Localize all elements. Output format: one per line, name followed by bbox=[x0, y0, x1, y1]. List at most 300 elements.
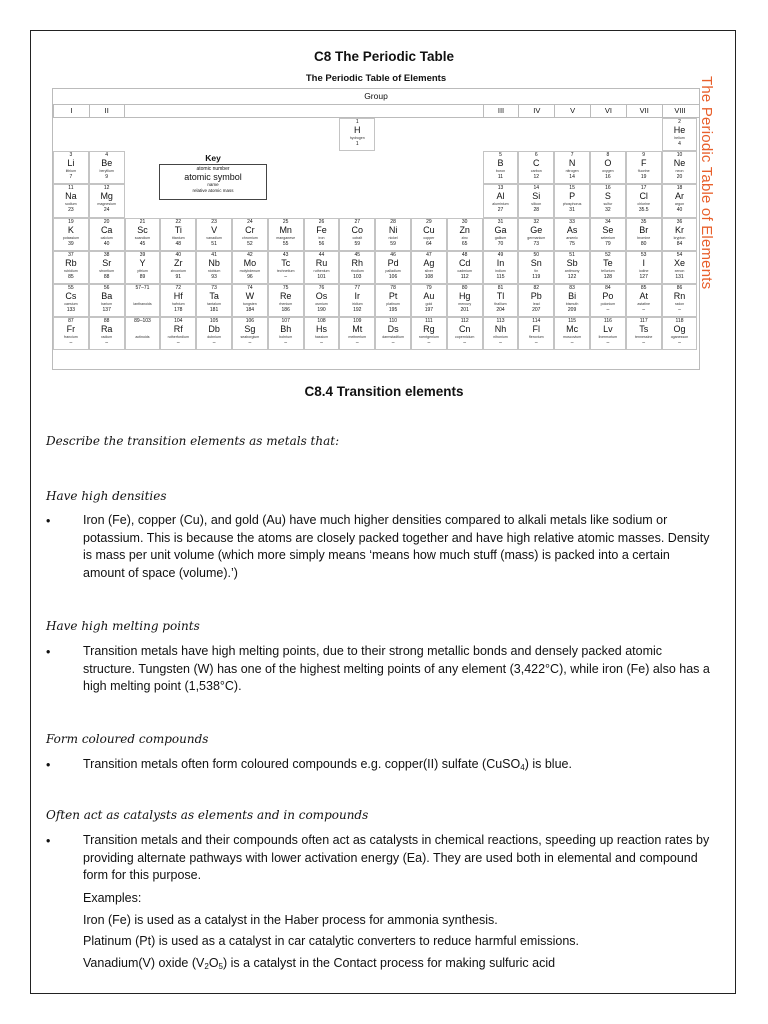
element-symbol: Ds bbox=[387, 324, 399, 335]
element-atomic-number: 76 bbox=[318, 285, 325, 291]
element-ag bbox=[411, 251, 447, 284]
element-name: zinc bbox=[461, 235, 468, 240]
element-name: thallium bbox=[494, 302, 507, 306]
element-name: mercury bbox=[458, 302, 472, 306]
element-atomic-number: 14 bbox=[533, 185, 540, 192]
element-symbol: Al bbox=[496, 191, 505, 202]
element-rn bbox=[662, 284, 698, 317]
bullet-4: • bbox=[46, 834, 51, 848]
element-pt bbox=[375, 284, 411, 317]
element-mass: 103 bbox=[353, 273, 362, 280]
element-mass: – bbox=[212, 340, 216, 347]
element-symbol: Ar bbox=[674, 191, 684, 202]
element-mass: 192 bbox=[353, 307, 362, 313]
element-atomic-number: 13 bbox=[497, 185, 504, 192]
element-atomic-number: 113 bbox=[496, 318, 505, 325]
element-mass: 197 bbox=[424, 307, 434, 313]
element-h bbox=[339, 118, 375, 151]
element-name: copernicium bbox=[455, 335, 475, 340]
element-mass: – bbox=[248, 340, 252, 347]
element-atomic-number: 50 bbox=[533, 251, 540, 258]
element-mass: 93 bbox=[211, 273, 217, 280]
element-name: titanium bbox=[171, 235, 185, 240]
element-na bbox=[53, 184, 89, 217]
element-at bbox=[626, 284, 662, 317]
element-symbol: Os bbox=[315, 291, 328, 301]
element-mass: 9 bbox=[105, 174, 109, 181]
element-atomic-number: 79 bbox=[426, 285, 432, 291]
element-mass: 137 bbox=[102, 307, 111, 313]
element-name: nitrogen bbox=[565, 169, 579, 174]
element-atomic-number: 81 bbox=[497, 285, 504, 291]
element-ge bbox=[518, 218, 554, 251]
element-atomic-number: 42 bbox=[247, 251, 253, 258]
element-symbol: Zr bbox=[174, 257, 183, 268]
element-symbol: Ge bbox=[530, 224, 543, 235]
element-name: dubnium bbox=[207, 335, 221, 340]
ex3-sub-2: 5 bbox=[218, 962, 223, 971]
element-mass: – bbox=[284, 273, 288, 280]
element-mass: 1 bbox=[355, 141, 359, 147]
periodic-table-grid bbox=[52, 88, 700, 370]
p3-subscript: 4 bbox=[520, 763, 525, 772]
key-box bbox=[159, 164, 267, 200]
element-fl bbox=[518, 317, 554, 350]
element-n bbox=[554, 151, 590, 184]
element-symbol: Cs bbox=[65, 291, 77, 301]
element-name: francium bbox=[64, 335, 78, 340]
element-atomic-number: 28 bbox=[390, 218, 396, 225]
element-name: molybdenum bbox=[239, 268, 261, 273]
element-po bbox=[590, 284, 626, 317]
element-name: astatine bbox=[637, 302, 650, 306]
element-name: rhodium bbox=[350, 268, 364, 273]
element-name: platinum bbox=[386, 302, 400, 306]
element-name: lithium bbox=[65, 169, 77, 174]
element-name: argon bbox=[674, 202, 685, 207]
element-symbol: Pd bbox=[387, 257, 399, 268]
element-atomic-number: 56 bbox=[103, 285, 110, 291]
element-symbol: Br bbox=[639, 224, 649, 235]
element-mass: 201 bbox=[460, 307, 469, 313]
element-atomic-number: 7 bbox=[570, 152, 574, 159]
element-mass: 115 bbox=[496, 273, 505, 280]
element-symbol: Sg bbox=[244, 324, 256, 335]
element-atomic-number: 77 bbox=[354, 285, 361, 291]
element-atomic-number: 26 bbox=[318, 218, 325, 225]
element-symbol: Tl bbox=[496, 291, 505, 301]
element-mass: – bbox=[176, 340, 180, 347]
element-name: nickel bbox=[388, 235, 398, 240]
element-mass: 195 bbox=[388, 307, 398, 313]
element-mo bbox=[232, 251, 268, 284]
element-mass: 48 bbox=[175, 240, 182, 247]
element-name: roentgenium bbox=[418, 335, 439, 340]
element-name: seaborgium bbox=[240, 335, 260, 340]
element-atomic-number: 108 bbox=[317, 318, 326, 325]
element-name: darmstadtium bbox=[382, 335, 404, 340]
element-name: sodium bbox=[65, 202, 77, 207]
element-ta bbox=[196, 284, 232, 317]
element-name: chromium bbox=[242, 235, 258, 240]
element-nh bbox=[483, 317, 519, 350]
key-atomic-symbol: atomic symbol bbox=[184, 172, 242, 182]
element-name: actinoids bbox=[135, 335, 150, 340]
element-atomic-number: 74 bbox=[247, 285, 253, 291]
element-name: flerovium bbox=[528, 335, 544, 340]
element-mass: 19 bbox=[640, 174, 647, 181]
element-name: bohrium bbox=[279, 335, 293, 340]
element-name: calcium bbox=[100, 235, 113, 240]
element-mass: 16 bbox=[605, 174, 611, 181]
element-atomic-number: 107 bbox=[281, 318, 290, 325]
element-mass: 128 bbox=[603, 273, 613, 280]
element-symbol: Fr bbox=[66, 324, 76, 335]
ex3-sub-1: 2 bbox=[204, 962, 209, 971]
element-atomic-number: 35 bbox=[640, 218, 647, 225]
element-mass: 4 bbox=[678, 141, 681, 147]
element-name: germanium bbox=[527, 235, 546, 240]
element-mass: 45 bbox=[139, 240, 146, 247]
element-atomic-number: 20 bbox=[103, 218, 110, 225]
element-atomic-number: 116 bbox=[603, 318, 612, 325]
element-symbol: Ni bbox=[388, 224, 398, 235]
element-mass: – bbox=[284, 340, 288, 347]
element-name: rubidium bbox=[64, 268, 78, 273]
element-mass: – bbox=[678, 340, 681, 347]
element-mass: 75 bbox=[569, 240, 575, 247]
element-au bbox=[411, 284, 447, 317]
element-symbol: Pt bbox=[388, 291, 398, 301]
element-atomic-number: 22 bbox=[175, 218, 182, 225]
paragraph-melting-points: Transition metals have high melting points, due to their strong metallic bonds and densely packed atomic structure. Tungsten (W) has one of the highest melting points of any element (3,422°C), while iron (Fe) also has a high melting point (1,538°C). bbox=[83, 644, 710, 693]
element-ca bbox=[89, 218, 125, 251]
element-li bbox=[53, 151, 89, 184]
element-atomic-number: 54 bbox=[676, 251, 683, 258]
element-mass: 186 bbox=[281, 307, 290, 313]
element-atomic-number: 3 bbox=[69, 152, 73, 159]
element-name: fluorine bbox=[637, 169, 650, 174]
element-name: osmium bbox=[315, 302, 328, 306]
element-name: gallium bbox=[494, 235, 507, 240]
element-mass: 88 bbox=[103, 273, 110, 280]
element-mass: 80 bbox=[640, 240, 647, 247]
element-name: palladium bbox=[385, 268, 401, 273]
element-name: iron bbox=[318, 235, 325, 240]
element-symbol: Hf bbox=[173, 291, 183, 301]
element-mass: 56 bbox=[318, 240, 325, 247]
element-atomic-number: 24 bbox=[247, 218, 253, 225]
element-name: cobalt bbox=[352, 235, 363, 240]
element-symbol: O bbox=[604, 158, 612, 169]
element-symbol: Au bbox=[423, 291, 435, 301]
element-symbol: Co bbox=[351, 224, 364, 235]
element-name: zirconium bbox=[170, 268, 186, 273]
group-label-VIII: VIII bbox=[662, 104, 698, 117]
element-symbol: Na bbox=[65, 191, 77, 202]
element-atomic-number: 73 bbox=[211, 285, 217, 291]
group-label-VI: VI bbox=[590, 104, 626, 117]
element-symbol: Li bbox=[67, 158, 75, 169]
element-name: niobium bbox=[207, 268, 221, 273]
element-mass: – bbox=[105, 340, 109, 347]
element-os bbox=[304, 284, 340, 317]
element-atomic-number: 45 bbox=[354, 251, 361, 258]
element-he bbox=[662, 118, 698, 151]
element-symbol: Rf bbox=[173, 324, 183, 335]
element-mass: 11 bbox=[497, 174, 504, 181]
group-label-II: II bbox=[89, 104, 125, 117]
element-bi bbox=[554, 284, 590, 317]
element-atomic-number: 112 bbox=[460, 318, 469, 325]
element-mass: 101 bbox=[317, 273, 326, 280]
element-cs bbox=[53, 284, 89, 317]
element-symbol: Po bbox=[602, 291, 614, 301]
element-name: tellurium bbox=[601, 268, 615, 273]
element-atomic-number: 29 bbox=[426, 218, 432, 225]
element-atomic-number: 115 bbox=[568, 318, 577, 325]
element-symbol: Rb bbox=[65, 257, 77, 268]
element-mass: 85 bbox=[68, 273, 74, 280]
element-symbol: As bbox=[566, 224, 578, 235]
element-te bbox=[590, 251, 626, 284]
element-atomic-number: 34 bbox=[605, 218, 611, 225]
element-name: rutherfordium bbox=[167, 335, 189, 340]
element-rg bbox=[411, 317, 447, 350]
element-name: lanthanoids bbox=[133, 302, 152, 306]
group-label-VII: VII bbox=[626, 104, 662, 117]
element-name: antimony bbox=[564, 268, 580, 273]
p3-text-b: ) is blue. bbox=[524, 757, 572, 771]
element-atomic-number: 46 bbox=[390, 251, 396, 258]
element-bh bbox=[268, 317, 304, 350]
element-y bbox=[125, 251, 161, 284]
element-atomic-number: 31 bbox=[497, 218, 504, 225]
element-symbol: He bbox=[673, 125, 686, 135]
element-symbol: Mt bbox=[352, 324, 363, 335]
element-name: tennessine bbox=[635, 335, 653, 340]
element-symbol: Mg bbox=[100, 191, 113, 202]
element-atomic-number: 118 bbox=[675, 318, 684, 325]
element-atomic-number: 52 bbox=[605, 251, 611, 258]
element-cl bbox=[626, 184, 662, 217]
element-mass: 27 bbox=[497, 207, 504, 214]
key-name: name bbox=[207, 182, 219, 187]
ex3-text-mid: O bbox=[208, 956, 219, 970]
element-name: sulfur bbox=[603, 202, 613, 207]
element-name: moscovium bbox=[562, 335, 582, 340]
element-name: meitnerium bbox=[348, 335, 367, 340]
element-mass: 131 bbox=[675, 273, 684, 280]
element-name: silicon bbox=[531, 202, 542, 207]
periodic-table-title: The Periodic Table of Elements bbox=[305, 73, 447, 84]
element-mass: 119 bbox=[532, 273, 541, 280]
element-name: gold bbox=[425, 302, 433, 306]
element-symbol: W bbox=[245, 291, 255, 301]
element-atomic-number: 49 bbox=[497, 251, 504, 258]
element-name: aluminium bbox=[492, 202, 509, 207]
element-symbol: I bbox=[642, 257, 645, 268]
element-atomic-number: 39 bbox=[139, 251, 146, 258]
element-atomic-number: 78 bbox=[390, 285, 396, 291]
element-atomic-number: 10 bbox=[676, 152, 683, 159]
page-title: C8 The Periodic Table bbox=[313, 49, 455, 64]
element-symbol: Xe bbox=[673, 257, 685, 268]
element-hs bbox=[304, 317, 340, 350]
element-name: silver bbox=[424, 268, 434, 273]
element-symbol: Ti bbox=[174, 224, 182, 235]
element-nb bbox=[196, 251, 232, 284]
element-atomic-number: 47 bbox=[426, 251, 432, 258]
p3-text-a: Transition metals often form coloured compounds e.g. copper(II) sulfate (CuSO bbox=[83, 757, 521, 771]
element-al bbox=[483, 184, 519, 217]
element-symbol: Mo bbox=[243, 257, 257, 268]
intro-heading: Describe the transition elements as metals that: bbox=[46, 434, 340, 448]
element-c bbox=[518, 151, 554, 184]
element-symbol: P bbox=[569, 191, 576, 202]
element-k bbox=[53, 218, 89, 251]
element-mass: 108 bbox=[424, 273, 434, 280]
element-name: tantalum bbox=[207, 302, 221, 306]
group-label-III: III bbox=[483, 104, 519, 117]
element-symbol: Y bbox=[139, 257, 146, 268]
element-sg bbox=[232, 317, 268, 350]
element-o bbox=[590, 151, 626, 184]
element-mass: – bbox=[355, 340, 359, 347]
ex3-text-b: ) is a catalyst in the Contact process for making sulfuric acid bbox=[223, 956, 556, 970]
element-symbol: Nb bbox=[208, 257, 220, 268]
element-symbol: Ir bbox=[354, 291, 361, 301]
element-symbol: Hg bbox=[458, 291, 471, 301]
element-atomic-number: 25 bbox=[282, 218, 289, 225]
element-symbol: S bbox=[604, 191, 611, 202]
element-mass: – bbox=[606, 307, 610, 313]
element-atomic-number: 18 bbox=[676, 185, 683, 192]
element-atomic-number: 8 bbox=[606, 152, 610, 159]
element-symbol bbox=[126, 324, 160, 335]
element-symbol: Hs bbox=[315, 324, 327, 335]
element-p bbox=[554, 184, 590, 217]
element-name: iodine bbox=[638, 268, 649, 273]
element-mass: 209 bbox=[567, 307, 577, 313]
element-name: nihonium bbox=[493, 335, 508, 340]
element-symbol: Re bbox=[279, 291, 292, 301]
element-symbol: Ag bbox=[423, 257, 435, 268]
element-ga bbox=[483, 218, 519, 251]
element-in bbox=[483, 251, 519, 284]
element-symbol: Mc bbox=[566, 324, 579, 335]
element-atomic-number: 23 bbox=[211, 218, 217, 225]
element-fr bbox=[53, 317, 89, 350]
element-db bbox=[196, 317, 232, 350]
element-symbol: Ru bbox=[315, 257, 328, 268]
element-name: bromine bbox=[637, 235, 651, 240]
element-v bbox=[196, 218, 232, 251]
element-atomic-number: 38 bbox=[103, 251, 110, 258]
element-symbol: Zn bbox=[459, 224, 470, 235]
element-symbol: Si bbox=[532, 191, 541, 202]
paragraph-densities: Iron (Fe), copper (Cu), and gold (Au) have much higher densities compared to alkali metals like sodium or potassium. This is because the atoms are closely packed together and have high relative atomic masses. Density is mass per unit volume (which more simply means ‘means how much stuff (mass) is packed into a certain amount of space (volume).’) bbox=[83, 513, 710, 580]
element-atomic-number: 15 bbox=[569, 185, 575, 192]
element-atomic-number: 82 bbox=[533, 285, 540, 291]
bullet-1: • bbox=[46, 514, 51, 528]
element-mass: 55 bbox=[282, 240, 289, 247]
element-mass: 89 bbox=[139, 273, 146, 280]
element-symbol: Sb bbox=[566, 257, 578, 268]
element-atomic-number: 41 bbox=[211, 251, 217, 258]
element-symbol: Cn bbox=[458, 324, 471, 335]
element-mass: 91 bbox=[175, 273, 182, 280]
element-mn bbox=[268, 218, 304, 251]
element-f bbox=[626, 151, 662, 184]
element-mass: 7 bbox=[69, 174, 73, 181]
paragraph-catalysts: Transition metals and their compounds often act as catalysts in chemical reactions, speeding up reaction rates by providing alternate pathways with lower activation energy (Ea). They are used both in elemental and compound form for this purpose. bbox=[83, 833, 710, 882]
element-name: carbon bbox=[530, 169, 542, 174]
element-name: tungsten bbox=[243, 302, 257, 306]
element-symbol: Mn bbox=[279, 224, 292, 235]
element-atomic-number: 75 bbox=[282, 285, 289, 291]
element-mass: – bbox=[642, 340, 646, 347]
element-name: indium bbox=[495, 268, 506, 273]
element-atomic-number: 89–103 bbox=[134, 318, 151, 325]
element-name: caesium bbox=[64, 302, 78, 306]
element-co bbox=[339, 218, 375, 251]
element-mass: 40 bbox=[103, 240, 110, 247]
element-b bbox=[483, 151, 519, 184]
element-symbol: Ne bbox=[673, 158, 686, 169]
element-name: yttrium bbox=[137, 268, 148, 273]
key-relative-atomic-mass: relative atomic mass bbox=[192, 187, 234, 193]
element-symbol: K bbox=[67, 224, 74, 235]
bullet-2: • bbox=[46, 645, 51, 659]
element-symbol: Ca bbox=[100, 224, 113, 235]
element-name: oganesson bbox=[670, 335, 689, 340]
element-mass: 106 bbox=[388, 273, 398, 280]
element-mass: 190 bbox=[317, 307, 326, 313]
element-re bbox=[268, 284, 304, 317]
element-atomic-number: 17 bbox=[640, 185, 647, 192]
element-atomic-number: 117 bbox=[639, 318, 648, 325]
element-atomic-number: 53 bbox=[640, 251, 647, 258]
element-name: scandium bbox=[134, 235, 151, 240]
element-atomic-number: 12 bbox=[103, 185, 110, 192]
element-ra bbox=[89, 317, 125, 350]
element-hg bbox=[447, 284, 483, 317]
element-atomic-number: 80 bbox=[461, 285, 468, 291]
element-name: ruthenium bbox=[313, 268, 330, 273]
element-mass: 65 bbox=[461, 240, 468, 247]
key-atomic-number: atomic number bbox=[196, 166, 230, 172]
element-mass: 84 bbox=[676, 240, 683, 247]
element-mass: – bbox=[427, 340, 431, 347]
element-w bbox=[232, 284, 268, 317]
group-header: Group bbox=[53, 89, 699, 105]
element-hf bbox=[160, 284, 196, 317]
element-lv bbox=[590, 317, 626, 350]
element-symbol: At bbox=[639, 291, 648, 301]
element-name: oxygen bbox=[602, 169, 614, 174]
element-symbol: Te bbox=[603, 257, 613, 268]
element-atomic-number: 106 bbox=[245, 318, 255, 325]
element-cu bbox=[411, 218, 447, 251]
element-mass: – bbox=[320, 340, 323, 347]
element-mass: 127 bbox=[639, 273, 648, 280]
element-name: phosphorus bbox=[562, 202, 582, 207]
element-atomic-number: 16 bbox=[605, 185, 611, 192]
element-symbol: Ra bbox=[100, 324, 113, 335]
element-atomic-number: 105 bbox=[209, 318, 219, 325]
element-mass: 207 bbox=[532, 307, 541, 313]
